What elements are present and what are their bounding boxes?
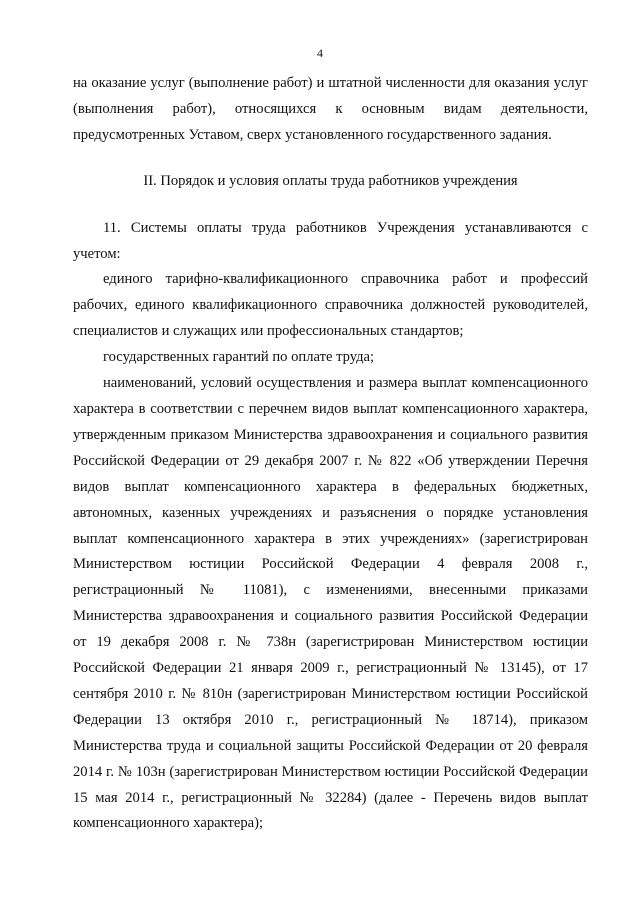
paragraph-continuation: на оказание услуг (выполнение работ) и штатной численности для оказания услуг (выполнения работ), относящихся к основным видам деятельности, предусмотренных Уставом, сверх установленного государственного задания. [73, 75, 588, 143]
paragraph-11: 11. Системы оплаты труда работников Учреждения устанавливаются с учетом: [73, 219, 588, 262]
page-number: 4 [317, 46, 323, 60]
paragraph-compensation-list: наименований, условий осуществления и размера выплат компенсационного характера в соответствии с перечнем видов выплат компенсационного характера, утвержденным приказом Министерства здравоохранения и социального развития Российской Федерации от 29 декабря 2007 г. № 822 «Об утверждении Перечня видов выплат компенсационного характера в федеральных бюджетных, автономных, казенных учреждениях и разъяснения о порядке установления выплат компенсационного характера в этих учреждениях» (зарегистрирован Министерством юстиции Российской Федерации 4 февраля 2008 г., регистрационный № 11081), с изменениями, внесенными приказами Министерства здравоохранения и социального развития Российской Федерации от 19 декабря 2008 г. № 738н (зарегистрирован Министерством юстиции Российской Федерации 21 января 2009 г., регистрационный № 13145), от 17 сентября 2010 г. № 810н (зарегистрирован Министерством юстиции Российской Федерации 13 октября 2010 г., регистрационный № 18714), приказом Министерства труда и социальной защиты Российской Федерации от 20 февраля 2014 г. № 103н (зарегистрирован Министерством юстиции Российской Федерации 15 мая 2014 г., регистрационный № 32284) (далее - Перечень видов выплат компенсационного характера); [73, 375, 588, 832]
paragraph-catalog: единого тарифно-квалификационного справочника работ и профессий рабочих, единого квалификационного справочника должностей руководителей, специалистов и служащих или профессиональных стандартов; [73, 271, 588, 340]
paragraph-guarantees: государственных гарантий по оплате труда; [103, 349, 375, 366]
section-heading: II. Порядок и условия оплаты труда работников учреждения [143, 172, 518, 189]
document-body [73, 71, 588, 837]
